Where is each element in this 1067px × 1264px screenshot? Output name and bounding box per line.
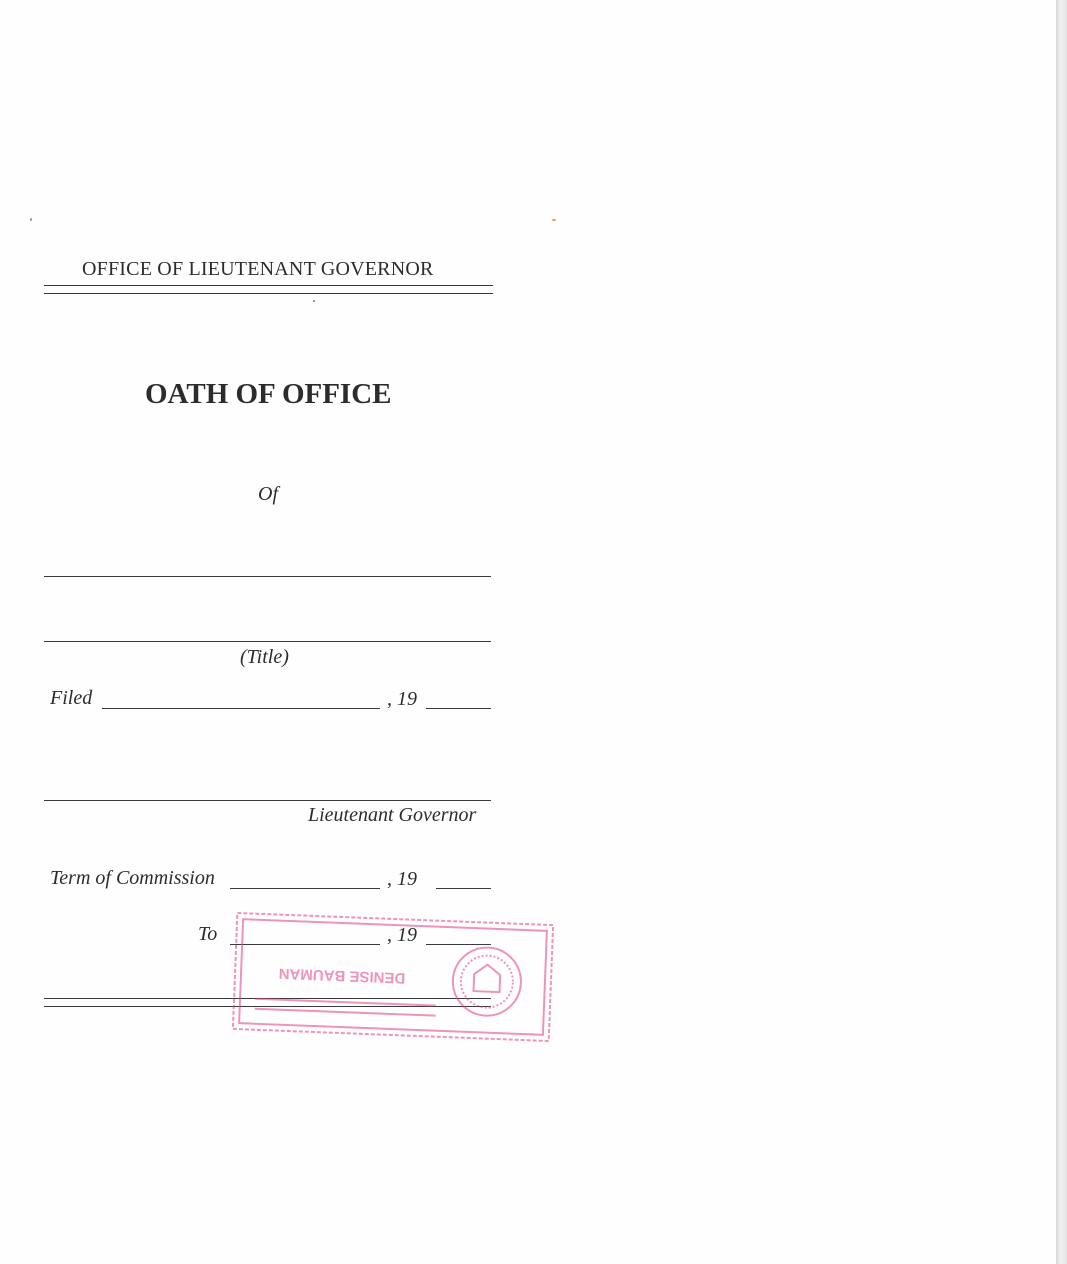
filed-year-prefix: , 19: [387, 688, 417, 710]
filed-label: Filed: [50, 687, 93, 709]
signature-line[interactable]: [44, 800, 491, 801]
svg-text:DENISE BAUMAN: DENISE BAUMAN: [278, 964, 406, 987]
term-year-prefix: , 19: [387, 868, 417, 890]
stamp-lettering: [278, 965, 405, 987]
filed-date-line[interactable]: [102, 708, 380, 709]
signature-caption: Lieutenant Governor: [308, 804, 477, 826]
paper-speck: [313, 300, 315, 302]
term-year-line[interactable]: [436, 888, 491, 889]
filed-year-line[interactable]: [426, 708, 491, 709]
title-line[interactable]: [44, 641, 491, 642]
title-caption: (Title): [240, 646, 289, 668]
to-year-prefix: , 19: [387, 924, 417, 946]
term-date-line[interactable]: [230, 888, 380, 889]
paper-speck: [30, 218, 32, 221]
name-line[interactable]: [44, 576, 491, 577]
paper-speck: [552, 219, 556, 221]
office-heading: OFFICE OF LIEUTENANT GOVERNOR: [82, 258, 434, 280]
notary-stamp: [230, 910, 556, 1044]
heading-rule-bottom: [44, 293, 493, 294]
term-label: Term of Commission: [50, 867, 215, 889]
form-title: OATH OF OFFICE: [145, 378, 392, 410]
page-edge: [1056, 0, 1067, 1264]
to-label: To: [198, 923, 218, 945]
heading-rule-top: [44, 285, 493, 286]
of-label: Of: [258, 483, 278, 505]
